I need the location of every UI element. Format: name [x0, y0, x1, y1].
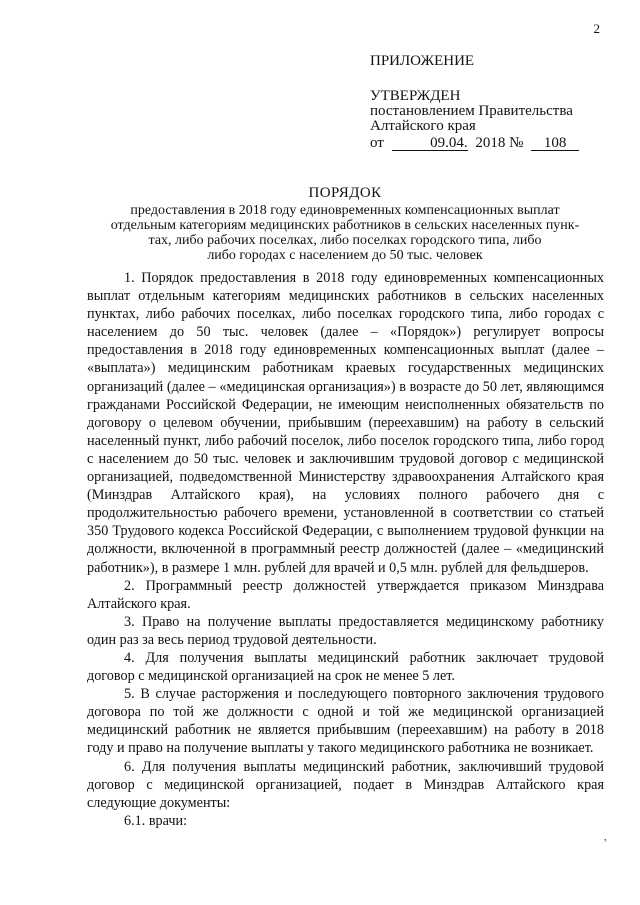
resolution-line: постановлением Правительства — [370, 103, 573, 119]
paragraph-1: 1. Порядок предоставления в 2018 году единовременных компенсационных выплат отдельным категориям медицинских работников в сельских населенных пунктах, либо рабочих поселках, либо поселках городского типа, либо городах с населением до 50 тыс. человек (далее – «Порядок») регулирует вопросы предоставления в 2018 году единовременных компенсационных выплат (далее – «выплата») медицинским работникам краевых государственных медицинских организаций (далее – «медицинская организация») в возрасте до 50 лет, являющимся гражданами Российской Федерации, не имеющим неисполненных обязательств по договору о целевом обучении, прибывшим (переехавшим) на работу в сельский населенный пункт, либо рабочий поселок, либо поселок городского типа, либо город с населением до 50 тыс. человек и заключившим трудовой договор с медицинской организацией, подведомственной Министерству здравоохранения Алтайского края (Минздрав Алтайского края), на условиях полного рабочего дня с продолжительностью рабочего времени, установленной в соответствии со статьей 350 Трудового кодекса Российской Федерации, с выполнением трудовой функции на должности, включенной в программный реестр должностей (далее – «медицинский работник»), в размере 1 млн. рублей для врачей и 0,5 млн. рублей для фельдшеров. — [87, 270, 604, 576]
subtitle-line: либо городах с населением до 50 тыс. человек — [207, 248, 483, 263]
subtitle-line: отдельным категориям медицинских работников в сельских населенных пунк- — [110, 218, 580, 233]
page-number: 2 — [593, 21, 600, 36]
subtitle-line: предоставления в 2018 году единовременных компенсационных выплат — [130, 203, 560, 218]
paragraph-4: 4. Для получения выплаты медицинский работник заключает трудовой договор с медицинской организацией на срок не менее 5 лет. — [87, 649, 604, 685]
approval-date: 09.04. — [392, 136, 468, 151]
date-prefix: от — [370, 135, 384, 151]
appendix-label: ПРИЛОЖЕНИЕ — [370, 53, 475, 69]
document-title: ПОРЯДОК — [308, 185, 382, 201]
paragraph-2: 2. Программный реестр должностей утверждается приказом Минздрава Алтайского края. — [87, 577, 604, 612]
date-line — [370, 136, 600, 151]
approved-label: УТВЕРЖДЕН — [370, 88, 461, 104]
paragraph-3: 3. Право на получение выплаты предоставляется медицинскому работнику один раз за весь период трудовой деятельности. — [87, 613, 604, 648]
paragraph-5: 5. В случае расторжения и последующего повторного заключения трудового договора по той же должности с одной и той же медицинской организацией медицинский работник не является прибывшим (переехавшим) на работу в 2018 году и право на получение выплаты у такого медицинского работника не возникает. — [87, 686, 604, 757]
margin-mark: , — [604, 832, 607, 843]
approval-block — [370, 54, 600, 151]
approval-number: 108 — [531, 136, 579, 151]
region-line: Алтайского края — [370, 118, 476, 134]
approval-year: 2018 № — [475, 135, 524, 151]
document-title-block — [70, 186, 620, 263]
paragraph-6-1: 6.1. врачи: — [124, 812, 188, 829]
document-body — [87, 269, 604, 830]
subtitle-line: тах, либо рабочих поселках, либо поселках городского типа, либо — [148, 233, 542, 248]
paragraph-6: 6. Для получения выплаты медицинский работник, заключивший трудовой договор с медицинской организацией, подает в Минздрав Алтайского края следующие документы: — [87, 758, 604, 811]
